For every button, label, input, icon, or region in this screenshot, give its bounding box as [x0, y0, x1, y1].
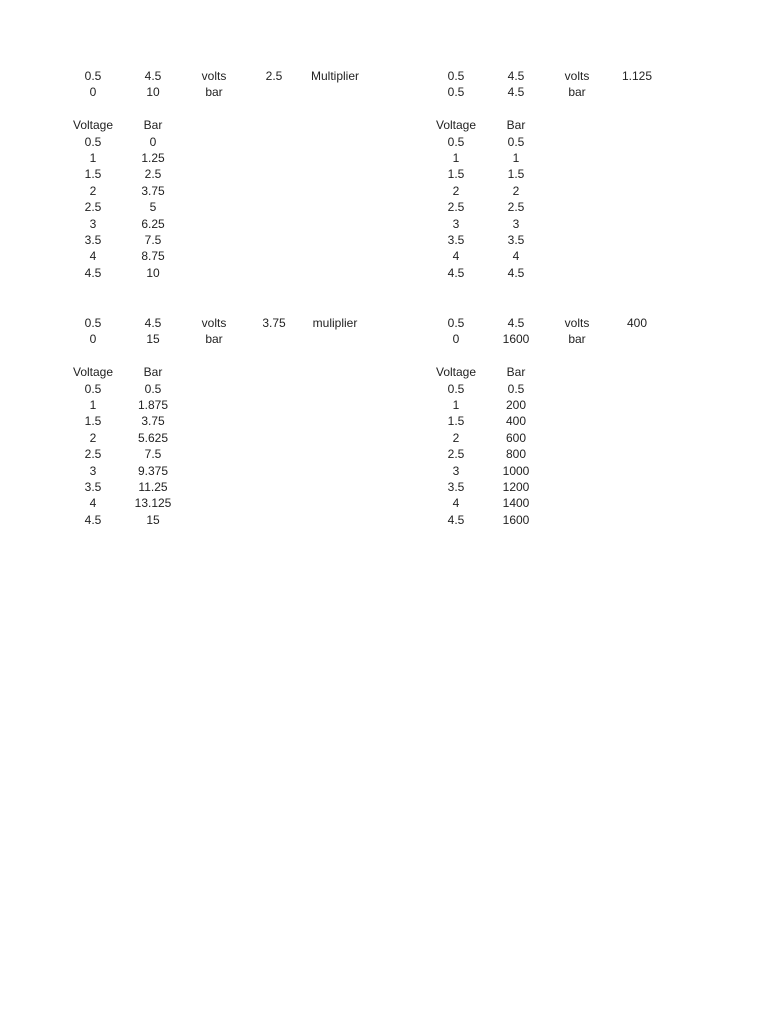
unit-label: bar [205, 85, 223, 100]
voltage-cell: 1.5 [447, 414, 465, 429]
voltage-cell: 2 [89, 430, 97, 445]
bar-cell: 9.375 [137, 463, 169, 478]
bar-cell: 1.25 [141, 150, 165, 165]
bar-cell: 1 [512, 150, 520, 165]
column-header-voltage: Voltage [72, 118, 114, 133]
unit-label: bar [568, 85, 586, 100]
column-header-bar: Bar [143, 118, 163, 133]
table-row [0, 495, 768, 511]
max-bar: 1600 [502, 332, 530, 347]
bar-cell: 7.5 [144, 232, 162, 247]
bar-cell: 2 [512, 183, 520, 198]
column-header-voltage: Voltage [435, 118, 477, 133]
bar-cell: 1.5 [507, 167, 525, 182]
table-row [0, 232, 768, 248]
bar-cell: 800 [505, 447, 527, 462]
bar-cell: 10 [146, 265, 160, 280]
column-header-row [0, 364, 768, 380]
table-row [0, 463, 768, 479]
table-row [0, 381, 768, 397]
table-row [0, 199, 768, 215]
bar-cell: 7.5 [144, 447, 162, 462]
max-voltage: 4.5 [507, 316, 525, 330]
voltage-cell: 1.5 [447, 167, 465, 182]
bar-cell: 11.25 [138, 479, 168, 494]
table-block-bottom-right [0, 315, 768, 528]
voltage-cell: 4.5 [84, 265, 102, 280]
table-row [0, 397, 768, 413]
voltage-cell: 1 [89, 150, 97, 165]
bar-cell: 6.25 [141, 216, 165, 231]
voltage-cell: 1.5 [84, 167, 102, 182]
table-row [0, 512, 768, 528]
min-voltage: 0.5 [447, 316, 465, 330]
voltage-cell: 1 [452, 397, 460, 412]
unit-label: volts [564, 316, 590, 330]
column-header-bar: Bar [143, 365, 163, 380]
voltage-cell: 2.5 [447, 200, 465, 215]
voltage-cell: 2 [89, 183, 97, 198]
bar-cell: 600 [505, 430, 527, 445]
bar-cell: 1200 [502, 479, 530, 494]
table-row [0, 166, 768, 182]
min-voltage: 0.5 [84, 69, 102, 83]
voltage-cell: 4 [452, 496, 460, 511]
unit-label: volts [201, 69, 227, 83]
multiplier-value: 3.75 [262, 316, 286, 330]
voltage-cell: 0.5 [447, 134, 465, 149]
voltage-cell: 2 [452, 430, 460, 445]
bar-cell: 4.5 [507, 265, 525, 280]
voltage-cell: 3.5 [447, 479, 465, 494]
voltage-cell: 4 [89, 249, 97, 264]
bar-cell: 1400 [502, 496, 530, 511]
table-row [0, 134, 768, 150]
column-header-bar: Bar [506, 365, 526, 380]
voltage-cell: 2 [452, 183, 460, 198]
voltage-cell: 4.5 [447, 512, 465, 527]
multiplier-label: muliplier [312, 316, 358, 330]
bar-cell: 200 [505, 397, 527, 412]
table-row [0, 413, 768, 429]
bar-cell: 3 [512, 216, 520, 231]
voltage-cell: 3.5 [84, 232, 102, 247]
bar-cell: 2.5 [507, 200, 525, 215]
unit-label: bar [568, 332, 586, 347]
table-row [0, 479, 768, 495]
max-bar: 4.5 [507, 85, 525, 100]
bar-cell: 3.5 [507, 232, 525, 247]
header-row [0, 315, 768, 331]
bar-cell: 8.75 [141, 249, 165, 264]
voltage-cell: 3 [89, 463, 97, 478]
voltage-cell: 3 [89, 216, 97, 231]
column-header-bar: Bar [506, 118, 526, 133]
column-header-row [0, 117, 768, 133]
voltage-cell: 4.5 [84, 512, 102, 527]
voltage-cell: 1 [452, 150, 460, 165]
table-block-top-right [0, 68, 768, 281]
min-bar: 0.5 [447, 85, 465, 100]
header-row [0, 84, 768, 100]
bar-cell: 0.5 [507, 134, 525, 149]
min-voltage: 0.5 [84, 316, 102, 330]
voltage-cell: 3.5 [84, 479, 102, 494]
voltage-cell: 2.5 [447, 447, 465, 462]
multiplier-value: 400 [626, 316, 648, 330]
bar-cell: 400 [505, 414, 527, 429]
unit-label: volts [564, 69, 590, 83]
column-header-voltage: Voltage [72, 365, 114, 380]
multiplier-value: 2.5 [265, 69, 283, 83]
voltage-cell: 0.5 [84, 134, 102, 149]
multiplier-label: Multiplier [310, 69, 360, 83]
table-row [0, 446, 768, 462]
bar-cell: 1600 [502, 512, 530, 527]
voltage-cell: 3 [452, 216, 460, 231]
voltage-cell: 2.5 [84, 200, 102, 215]
voltage-cell: 0.5 [447, 381, 465, 396]
max-bar: 15 [146, 332, 160, 347]
table-row [0, 183, 768, 199]
bar-cell: 3.75 [141, 183, 165, 198]
voltage-cell: 4.5 [447, 265, 465, 280]
max-voltage: 4.5 [144, 69, 162, 83]
bar-cell: 15 [146, 512, 160, 527]
min-voltage: 0.5 [447, 69, 465, 83]
header-row [0, 68, 768, 84]
voltage-cell: 4 [89, 496, 97, 511]
max-bar: 10 [146, 85, 160, 100]
bar-cell: 13.125 [134, 496, 172, 511]
bar-cell: 3.75 [141, 414, 165, 429]
multiplier-value: 1.125 [621, 69, 653, 83]
min-bar: 0 [89, 332, 97, 347]
max-voltage: 4.5 [507, 69, 525, 83]
table-row [0, 150, 768, 166]
bar-cell: 5.625 [137, 430, 169, 445]
table-row [0, 430, 768, 446]
bar-cell: 5 [149, 200, 157, 215]
voltage-cell: 4 [452, 249, 460, 264]
voltage-cell: 2.5 [84, 447, 102, 462]
bar-cell: 1000 [502, 463, 530, 478]
voltage-cell: 1 [89, 397, 97, 412]
bar-cell: 1.875 [137, 397, 169, 412]
bar-cell: 2.5 [144, 167, 162, 182]
voltage-cell: 3.5 [447, 232, 465, 247]
voltage-cell: 0.5 [84, 381, 102, 396]
bar-cell: 0.5 [507, 381, 525, 396]
voltage-cell: 1.5 [84, 414, 102, 429]
max-voltage: 4.5 [144, 316, 162, 330]
table-row [0, 265, 768, 281]
bar-cell: 0 [149, 134, 157, 149]
bar-cell: 4 [512, 249, 520, 264]
table-row [0, 248, 768, 264]
header-row [0, 331, 768, 347]
min-bar: 0 [89, 85, 97, 100]
min-bar: 0 [452, 332, 460, 347]
voltage-cell: 3 [452, 463, 460, 478]
column-header-voltage: Voltage [435, 365, 477, 380]
table-row [0, 216, 768, 232]
bar-cell: 0.5 [144, 381, 162, 396]
unit-label: bar [205, 332, 223, 347]
unit-label: volts [201, 316, 227, 330]
